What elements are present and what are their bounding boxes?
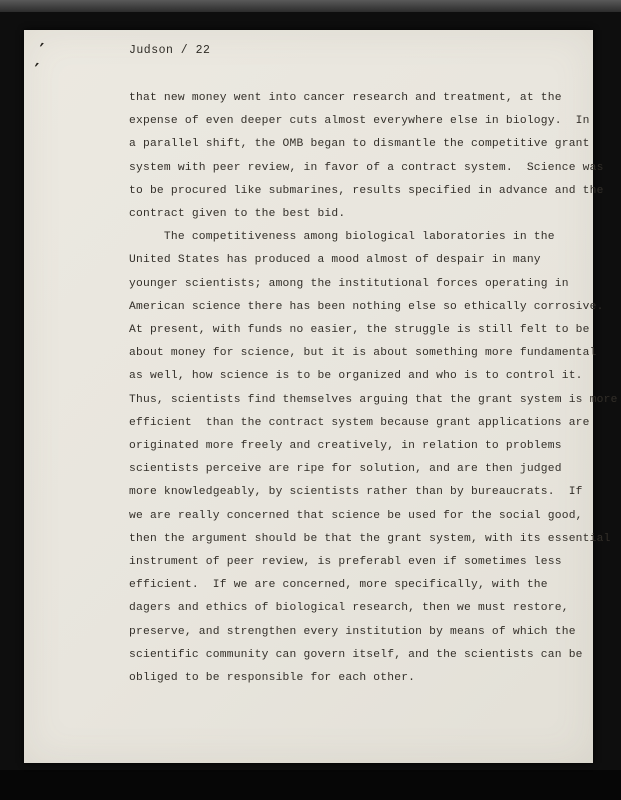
scanner-edge-bottom xyxy=(0,770,621,800)
text-line: younger scientists; among the institutional forces operating in xyxy=(129,277,569,290)
text-line: that new money went into cancer research and treatment, at the xyxy=(129,92,562,104)
ink-mark-icon: ’ xyxy=(35,40,47,57)
text-line: United States has produced a mood almost of despair in many xyxy=(129,254,541,267)
text-line: At present, with funds no easier, the struggle is still felt to be xyxy=(129,324,590,337)
text-line: Thus, scientists find themselves arguing that the grant system is more xyxy=(129,393,618,406)
text-line: The competitiveness among biological laboratories in the xyxy=(129,231,555,244)
text-line: efficient than the contract system because grant applications are xyxy=(129,416,590,429)
text-line: instrument of peer review, is preferabl even if sometimes less xyxy=(129,556,562,569)
text-line: contract given to the best bid. xyxy=(129,208,346,221)
text-line: dagers and ethics of biological research, then we must restore, xyxy=(129,602,569,615)
text-line: preserve, and strengthen every institution by means of which the xyxy=(129,625,576,638)
text-line: to be procured like submarines, results specified in advance and the xyxy=(129,184,604,197)
text-line: originated more freely and creatively, in relation to problems xyxy=(129,440,562,453)
text-line: efficient. If we are concerned, more specifically, with the xyxy=(129,579,548,592)
text-line: system with peer review, in favor of a contract system. Science was xyxy=(129,161,604,174)
text-line: expense of even deeper cuts almost everywhere else in biology. In xyxy=(129,115,590,128)
typewritten-text-block xyxy=(129,87,618,690)
manuscript-page xyxy=(24,30,618,763)
text-line: more knowledgeably, by scientists rather than by bureaucrats. If xyxy=(129,486,583,499)
text-line: obliged to be responsible for each other. xyxy=(129,672,416,685)
page-header: Judson / 22 xyxy=(129,44,211,57)
text-line: about money for science, but it is about something more fundamental xyxy=(129,347,597,360)
text-line: American science there has been nothing else so ethically corrosive. xyxy=(129,300,604,313)
ink-mark-icon: ’ xyxy=(30,60,42,77)
scanner-edge-top xyxy=(0,0,621,12)
text-line: we are really concerned that science be used for the social good, xyxy=(129,509,583,522)
text-line: scientific community can govern itself, and the scientists can be xyxy=(129,648,583,661)
text-line: a parallel shift, the OMB began to dismantle the competitive grant xyxy=(129,138,590,151)
text-line: then the argument should be that the grant system, with its essential xyxy=(129,532,611,545)
text-line: scientists perceive are ripe for solution, and are then judged xyxy=(129,463,562,476)
text-line: as well, how science is to be organized and who is to control it. xyxy=(129,370,583,383)
